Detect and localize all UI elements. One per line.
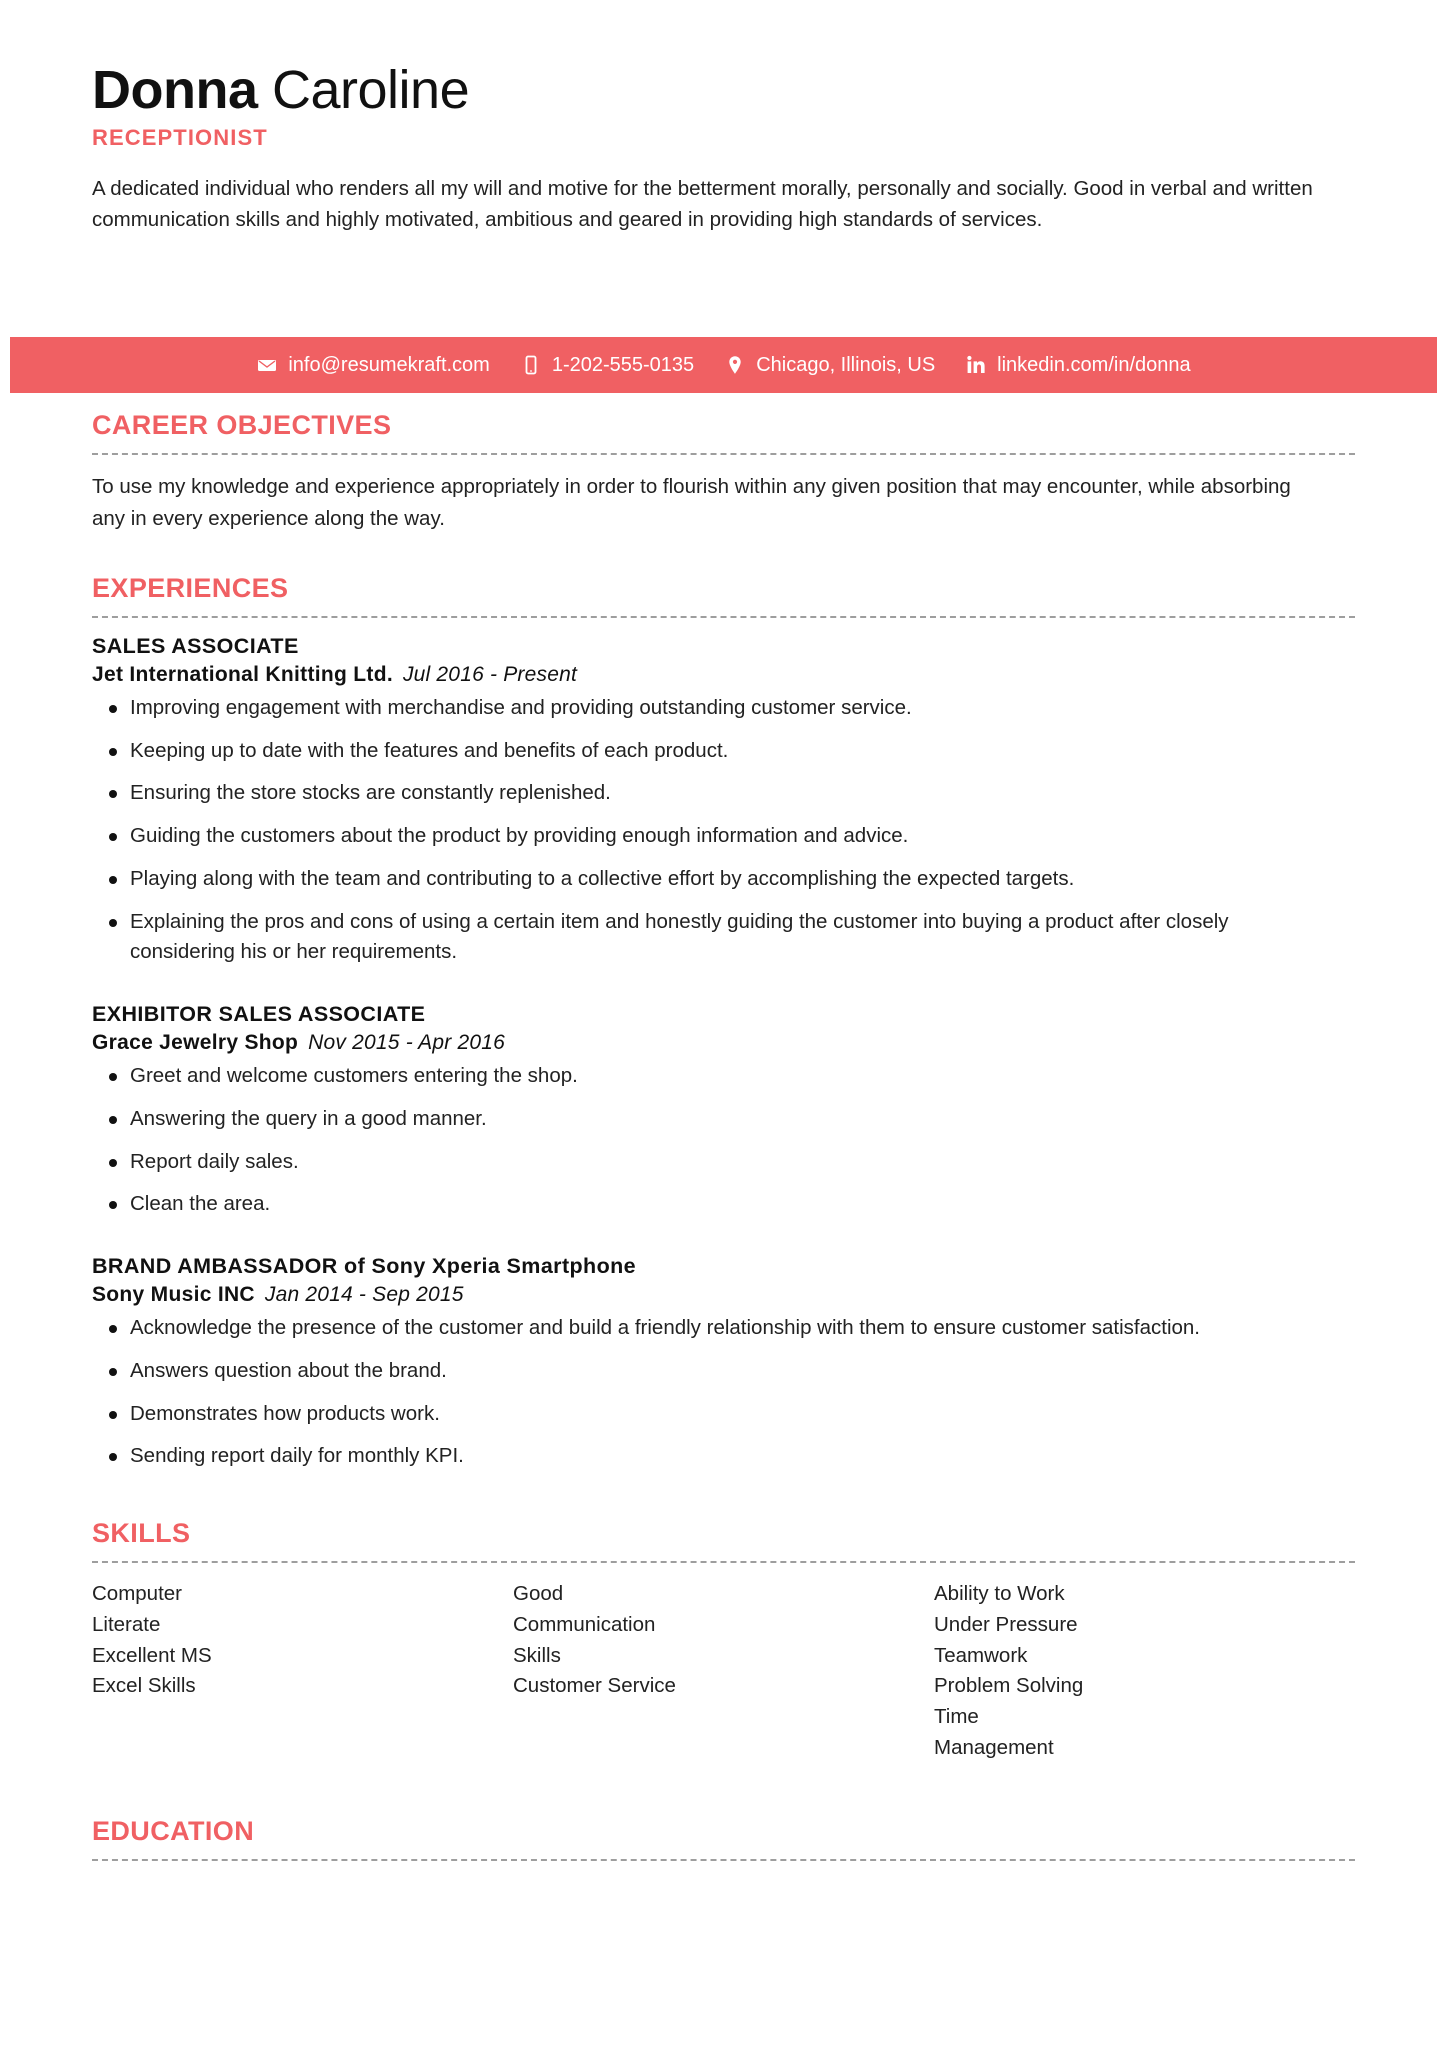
skills-column: [92, 1579, 513, 1764]
experience-title: BRAND AMBASSADOR of Sony Xperia Smartphone: [92, 1254, 636, 1279]
page-title: [92, 62, 1355, 119]
experience-bullets: [92, 1061, 1355, 1220]
list-item: Explaining the pros and cons of using a certain item and honestly guiding the customer into buying a product after closely considering his or her requirements.: [92, 907, 1332, 969]
section-education: [92, 1816, 1355, 1861]
list-item: Answering the query in a good manner.: [92, 1104, 1332, 1135]
skills-column: [513, 1579, 934, 1764]
experience-item: [92, 1254, 1355, 1472]
envelope-icon: [256, 354, 278, 376]
experience-item: [92, 634, 1355, 968]
list-item: Report daily sales.: [92, 1147, 1332, 1178]
experience-meta: [92, 1031, 1355, 1055]
skill-item: Ability to Work Under Pressure: [934, 1582, 1078, 1636]
contact-linkedin[interactable]: [965, 354, 1190, 376]
experience-meta: [92, 663, 1355, 687]
list-item: Playing along with the team and contributing to a collective effort by accomplishing the expected targets.: [92, 864, 1332, 895]
skills-grid: [92, 1579, 1355, 1764]
section-divider: [92, 1859, 1355, 1861]
section-divider: [92, 453, 1355, 455]
experience-bullets: [92, 693, 1355, 968]
contact-phone-text: 1-202-555-0135: [551, 354, 695, 376]
experience-dates: Jan 2014 - Sep 2015: [264, 1283, 464, 1307]
resume-header: [0, 0, 1447, 236]
linkedin-icon: [965, 354, 987, 376]
skill-item: Excellent MS Excel Skills: [92, 1643, 212, 1698]
phone-icon: [520, 354, 542, 376]
list-item: Sending report daily for monthly KPI.: [92, 1441, 1332, 1472]
job-role: RECEPTIONIST: [92, 124, 268, 150]
list-item: Greet and welcome customers entering the shop.: [92, 1061, 1332, 1092]
contact-email[interactable]: [256, 354, 489, 376]
resume-body: [0, 410, 1447, 1877]
skills-column: [934, 1579, 1355, 1764]
section-divider: [92, 1561, 1355, 1563]
list-item: Demonstrates how products work.: [92, 1399, 1332, 1430]
section-title-experiences: EXPERIENCES: [92, 572, 289, 603]
skill-item: Time Management: [934, 1705, 1054, 1759]
list-item: Ensuring the store stocks are constantly replenished.: [92, 778, 1332, 809]
list-item: Guiding the customers about the product by providing enough information and advice.: [92, 821, 1332, 852]
experience-title: EXHIBITOR SALES ASSOCIATE: [92, 1002, 426, 1027]
contact-bar: [10, 337, 1437, 393]
section-divider: [92, 616, 1355, 618]
list-item: Keeping up to date with the features and benefits of each product.: [92, 736, 1332, 767]
experience-meta: [92, 1283, 1355, 1307]
experience-company: Jet International Knitting Ltd.: [92, 662, 393, 686]
experience-title: SALES ASSOCIATE: [92, 633, 299, 658]
section-skills: [92, 1518, 1355, 1764]
first-name: Donna: [92, 60, 258, 120]
experience-bullets: [92, 1313, 1355, 1472]
map-pin-icon: [724, 354, 746, 376]
experience-company: Sony Music INC: [92, 1283, 255, 1307]
section-title-skills: SKILLS: [92, 1518, 191, 1549]
skill-item: Computer Literate: [92, 1582, 183, 1636]
contact-email-text: info@resumekraft.com: [288, 354, 490, 376]
experience-item: [92, 1002, 1355, 1220]
skill-item: Customer Service: [513, 1674, 676, 1698]
profile-summary: A dedicated individual who renders all my will and motive for the betterment morally, personally and socially. Good in verbal and written communication skills and highly motivated, ambitious and geared in providing high standards of services.: [92, 176, 1313, 232]
last-name: Caroline: [272, 60, 470, 120]
skill-item: Problem Solving: [934, 1674, 1084, 1698]
career-objectives-text: To use my knowledge and experience appropriately in order to flourish within any given position that may encounter, while absorbing any in every experience along the way.: [92, 475, 1291, 530]
contact-location[interactable]: [724, 354, 935, 376]
section-experiences: [92, 573, 1355, 1472]
section-career-objectives: [92, 410, 1355, 535]
list-item: Clean the area.: [92, 1189, 1332, 1220]
list-item: Acknowledge the presence of the customer and build a friendly relationship with them to ensure customer satisfaction.: [92, 1313, 1332, 1344]
skill-item: Teamwork: [934, 1643, 1028, 1667]
contact-phone[interactable]: [520, 354, 694, 376]
section-title-career-objectives: CAREER OBJECTIVES: [92, 410, 392, 440]
experience-dates: Jul 2016 - Present: [402, 662, 577, 686]
experience-company: Grace Jewelry Shop: [92, 1031, 299, 1055]
experience-dates: Nov 2015 - Apr 2016: [308, 1031, 505, 1055]
list-item: Improving engagement with merchandise and providing outstanding customer service.: [92, 693, 1332, 724]
list-item: Answers question about the brand.: [92, 1356, 1332, 1387]
skill-item: Good Communication Skills: [513, 1582, 656, 1667]
contact-linkedin-text: linkedin.com/in/donna: [997, 354, 1191, 376]
section-title-education: EDUCATION: [92, 1815, 255, 1846]
contact-location-text: Chicago, Illinois, US: [756, 354, 936, 376]
